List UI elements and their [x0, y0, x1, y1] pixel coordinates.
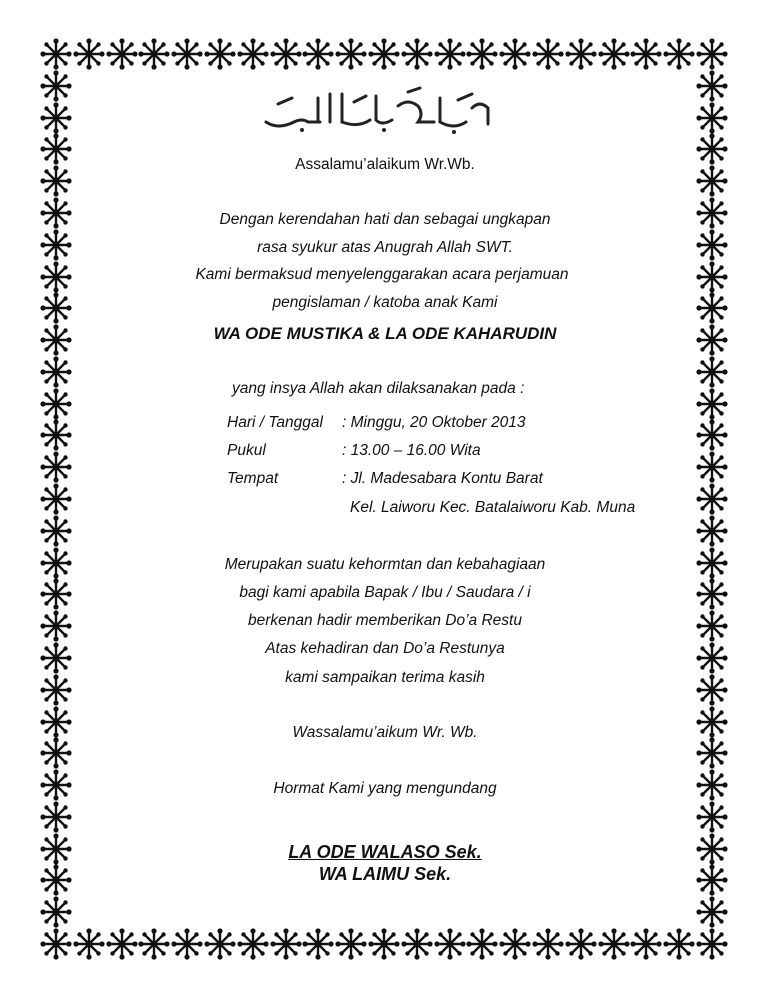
asterisk-flower-icon — [401, 928, 433, 960]
asterisk-flower-icon — [696, 388, 728, 420]
intro-line-3: Kami bermaksud menyelenggarakan acara perjamuan — [195, 266, 569, 283]
asterisk-flower-icon — [204, 928, 236, 960]
asterisk-flower-icon — [696, 515, 728, 547]
asterisk-flower-icon — [171, 928, 203, 960]
asterisk-flower-icon — [40, 133, 72, 165]
opening-greeting: Assalamu’alaikum Wr.Wb. — [295, 156, 475, 173]
date-value: : Minggu, 20 Oktober 2013 — [342, 414, 526, 431]
asterisk-flower-icon — [663, 928, 695, 960]
asterisk-flower-icon — [663, 38, 695, 70]
asterisk-flower-icon — [40, 388, 72, 420]
asterisk-flower-icon — [40, 292, 72, 324]
time-value: : 13.00 – 16.00 Wita — [342, 442, 481, 459]
asterisk-flower-icon — [696, 38, 728, 70]
place-value: : Jl. Madesabara Kontu Barat — [342, 470, 543, 487]
asterisk-flower-icon — [138, 928, 170, 960]
asterisk-flower-icon — [696, 833, 728, 865]
asterisk-flower-icon — [40, 483, 72, 515]
asterisk-flower-icon — [106, 928, 138, 960]
asterisk-flower-icon — [368, 928, 400, 960]
asterisk-flower-icon — [40, 833, 72, 865]
asterisk-flower-icon — [696, 896, 728, 928]
asterisk-flower-icon — [40, 515, 72, 547]
asterisk-flower-icon — [696, 197, 728, 229]
asterisk-flower-icon — [40, 801, 72, 833]
asterisk-flower-icon — [696, 642, 728, 674]
asterisk-flower-icon — [40, 38, 72, 70]
asterisk-flower-icon — [696, 102, 728, 134]
asterisk-flower-icon — [696, 261, 728, 293]
asterisk-flower-icon — [696, 737, 728, 769]
asterisk-flower-icon — [40, 356, 72, 388]
intro-line-4: pengislaman / katoba anak Kami — [272, 294, 498, 311]
asterisk-flower-icon — [696, 229, 728, 261]
asterisk-flower-icon — [40, 674, 72, 706]
intro-line-2: rasa syukur atas Anugrah Allah SWT. — [257, 239, 513, 256]
asterisk-flower-icon — [696, 292, 728, 324]
bismillah-calligraphy — [258, 84, 502, 136]
asterisk-flower-icon — [466, 38, 498, 70]
event-intro: yang insya Allah akan dilaksanakan pada : — [232, 380, 525, 397]
host-name-1: LA ODE WALASO Sek. — [288, 842, 482, 862]
asterisk-flower-icon — [40, 165, 72, 197]
asterisk-flower-icon — [40, 324, 72, 356]
closing-line-3: berkenan hadir memberikan Do’a Restu — [248, 612, 522, 629]
asterisk-flower-icon — [40, 706, 72, 738]
asterisk-flower-icon — [40, 928, 72, 960]
asterisk-flower-icon — [499, 928, 531, 960]
asterisk-flower-icon — [499, 38, 531, 70]
place-value-2: Kel. Laiworu Kec. Batalaiworu Kab. Muna — [350, 499, 636, 516]
asterisk-flower-icon — [40, 197, 72, 229]
asterisk-flower-icon — [40, 578, 72, 610]
asterisk-flower-icon — [532, 928, 564, 960]
asterisk-flower-icon — [434, 928, 466, 960]
closing-greeting: Wassalamu’aikum Wr. Wb. — [292, 724, 478, 741]
asterisk-flower-icon — [565, 38, 597, 70]
asterisk-flower-icon — [40, 261, 72, 293]
signoff: Hormat Kami yang mengundang — [273, 780, 497, 797]
asterisk-flower-icon — [466, 928, 498, 960]
asterisk-flower-icon — [598, 928, 630, 960]
closing-line-4: Atas kehadiran dan Do’a Restunya — [265, 640, 505, 657]
asterisk-flower-icon — [696, 483, 728, 515]
asterisk-flower-icon — [40, 547, 72, 579]
closing-line-5: kami sampaikan terima kasih — [285, 669, 485, 686]
asterisk-flower-icon — [565, 928, 597, 960]
asterisk-flower-icon — [40, 229, 72, 261]
asterisk-flower-icon — [270, 38, 302, 70]
asterisk-flower-icon — [696, 70, 728, 102]
asterisk-flower-icon — [40, 642, 72, 674]
asterisk-flower-icon — [368, 38, 400, 70]
asterisk-flower-icon — [696, 706, 728, 738]
asterisk-flower-icon — [696, 356, 728, 388]
child-names: WA ODE MUSTIKA & LA ODE KAHARUDIN — [213, 324, 557, 343]
asterisk-flower-icon — [696, 324, 728, 356]
asterisk-flower-icon — [696, 133, 728, 165]
asterisk-flower-icon — [40, 896, 72, 928]
asterisk-flower-icon — [40, 864, 72, 896]
asterisk-flower-icon — [696, 928, 728, 960]
asterisk-flower-icon — [696, 165, 728, 197]
asterisk-flower-icon — [630, 38, 662, 70]
asterisk-flower-icon — [40, 419, 72, 451]
asterisk-flower-icon — [532, 38, 564, 70]
asterisk-flower-icon — [696, 451, 728, 483]
asterisk-flower-icon — [40, 70, 72, 102]
asterisk-flower-icon — [696, 610, 728, 642]
asterisk-flower-icon — [40, 737, 72, 769]
asterisk-flower-icon — [598, 38, 630, 70]
asterisk-flower-icon — [73, 38, 105, 70]
asterisk-flower-icon — [335, 928, 367, 960]
asterisk-flower-icon — [696, 801, 728, 833]
asterisk-flower-icon — [237, 38, 269, 70]
asterisk-flower-icon — [630, 928, 662, 960]
asterisk-flower-icon — [696, 769, 728, 801]
asterisk-flower-icon — [696, 547, 728, 579]
time-label: Pukul — [227, 442, 266, 459]
closing-line-1: Merupakan suatu kehormtan dan kebahagiaan — [224, 556, 546, 573]
date-label: Hari / Tanggal — [227, 414, 323, 431]
place-label: Tempat — [227, 470, 279, 487]
asterisk-flower-icon — [696, 864, 728, 896]
asterisk-flower-icon — [335, 38, 367, 70]
intro-line-1: Dengan kerendahan hati dan sebagai ungkapan — [219, 211, 551, 228]
asterisk-flower-icon — [302, 928, 334, 960]
asterisk-flower-icon — [106, 38, 138, 70]
asterisk-flower-icon — [696, 674, 728, 706]
asterisk-flower-icon — [696, 578, 728, 610]
asterisk-flower-icon — [237, 928, 269, 960]
asterisk-flower-icon — [302, 38, 334, 70]
asterisk-flower-icon — [270, 928, 302, 960]
asterisk-flower-icon — [138, 38, 170, 70]
asterisk-flower-icon — [40, 610, 72, 642]
asterisk-flower-icon — [40, 769, 72, 801]
closing-line-2: bagi kami apabila Bapak / Ibu / Saudara / i — [239, 584, 531, 601]
asterisk-flower-icon — [40, 102, 72, 134]
asterisk-flower-icon — [204, 38, 236, 70]
asterisk-flower-icon — [40, 451, 72, 483]
asterisk-flower-icon — [171, 38, 203, 70]
asterisk-flower-icon — [696, 419, 728, 451]
asterisk-flower-icon — [401, 38, 433, 70]
host-name-2: WA LAIMU Sek. — [318, 864, 452, 884]
asterisk-flower-icon — [73, 928, 105, 960]
asterisk-flower-icon — [434, 38, 466, 70]
